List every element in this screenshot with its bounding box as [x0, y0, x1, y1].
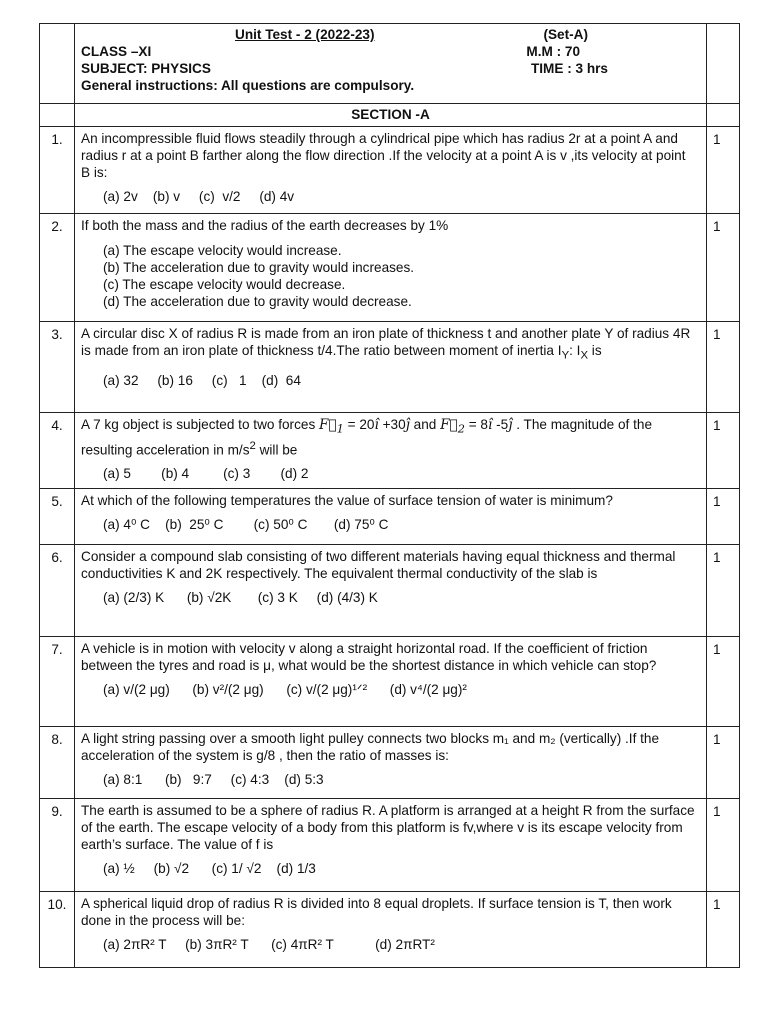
question-cell [75, 637, 707, 727]
question-options: (a) ½ (b) √2 (c) 1/ √2 (d) 1/3 [103, 861, 316, 877]
question-row [40, 322, 740, 413]
question-options: (a) 8:1 (b) 9:7 (c) 4:3 (d) 5:3 [103, 772, 324, 788]
question-marks: 1 [707, 545, 740, 637]
question-row [40, 489, 740, 545]
question-row [40, 637, 740, 727]
question-row [40, 799, 740, 892]
question-cell [75, 545, 707, 637]
subject-label: SUBJECT: PHYSICS [81, 61, 211, 76]
section-row [40, 104, 740, 127]
question-text: Consider a compound slab consisting of two different materials having equal thickness and thermal conductivities K and 2K respectively. The equivalent thermal conductivity of the slab is [81, 549, 676, 582]
header-row [40, 24, 740, 104]
question-cell [75, 799, 707, 892]
question-text: A spherical liquid drop of radius R is divided into 8 equal droplets. If surface tension is T, then work done in the process will be: [81, 896, 672, 929]
question-options: (a) 2v (b) v (c) v/2 (d) 4v [103, 189, 295, 204]
question-cell [75, 413, 707, 489]
section-title: SECTION -A [75, 104, 707, 127]
option-b: (b) The acceleration due to gravity would increases. [103, 260, 415, 275]
option-c: (c) The escape velocity would decrease. [103, 277, 346, 292]
question-row [40, 214, 740, 322]
question-row [40, 545, 740, 637]
question-marks: 1 [707, 127, 740, 214]
question-number: 10. [40, 892, 75, 968]
question-text: A 7 kg object is subjected to two forces $F⃗_1$ = 20î +30ĵ and $F⃗_2$ = 8î -5ĵ . The magnitude of the resulting acceleration in $m/s^2$ will be [81, 417, 653, 458]
question-row [40, 892, 740, 968]
question-marks: 1 [707, 637, 740, 727]
question-marks: 1 [707, 214, 740, 322]
question-text: The earth is assumed to be a sphere of radius R. A platform is arranged at a height R from the surface of the earth. The escape velocity of a body from this platform is fv,where v is its escape velocity from earth’s surface. The value of f is [81, 803, 695, 853]
question-number: 7. [40, 637, 75, 727]
question-number: 8. [40, 727, 75, 799]
question-number: 5. [40, 489, 75, 545]
question-options: (a) 4⁰ C (b) 25⁰ C (c) 50⁰ C (d) 75⁰ C [103, 517, 389, 533]
question-row [40, 127, 740, 214]
question-text: A vehicle is in motion with velocity v along a straight horizontal road. If the coefficient of friction between the tyres and road is μ, what would be the shortest distance in which vehicle can stop? [81, 641, 657, 674]
question-marks: 1 [707, 413, 740, 489]
option-a: (a) The escape velocity would increase. [103, 243, 342, 258]
question-options: (a) 5 (b) 4 (c) 3 (d) 2 [103, 466, 309, 482]
question-marks: 1 [707, 799, 740, 892]
class-label: CLASS –XI [81, 44, 152, 59]
question-number: 6. [40, 545, 75, 637]
question-cell [75, 127, 707, 214]
question-marks: 1 [707, 322, 740, 413]
time-label: TIME : 3 hrs [530, 61, 608, 76]
question-marks: 1 [707, 727, 740, 799]
paper-title: Unit Test - 2 (2022-23) [235, 27, 375, 42]
question-text: At which of the following temperatures the value of surface tension of water is minimum? [81, 493, 613, 509]
header-cell [75, 24, 707, 104]
question-text: An incompressible fluid flows steadily through a cylindrical pipe which has radius 2r at a point A and radius r at a point B farther along the flow direction .If the velocity at a point A is v ,its velocity at point B is: [81, 131, 686, 180]
question-number: 1. [40, 127, 75, 214]
question-paper-table [39, 23, 740, 968]
header-marks-cell [707, 24, 740, 104]
question-row [40, 413, 740, 489]
question-options-list [81, 242, 698, 310]
question-options: (a) 32 (b) 16 (c) 1 (d) 64 [103, 372, 301, 388]
instructions: General instructions: All questions are compulsory. [81, 78, 415, 93]
max-marks: M.M : 70 [526, 44, 580, 59]
question-cell [75, 322, 707, 413]
question-cell [75, 892, 707, 968]
question-options: (a) 2πR² T (b) 3πR² T (c) 4πR² T (d) 2πRT² [103, 937, 435, 953]
question-row [40, 727, 740, 799]
question-number: 4. [40, 413, 75, 489]
question-number: 2. [40, 214, 75, 322]
question-marks: 1 [707, 489, 740, 545]
question-text: If both the mass and the radius of the earth decreases by 1% [81, 218, 449, 233]
paper-set: (Set-A) [543, 27, 588, 42]
header-num-cell [40, 24, 75, 104]
question-number: 3. [40, 322, 75, 413]
question-cell [75, 214, 707, 322]
question-cell [75, 727, 707, 799]
question-number: 9. [40, 799, 75, 892]
question-text: A circular disc X of radius R is made from an iron plate of thickness t and another plate Y of radius 4R is made from an iron plate of thickness t/4.The ratio between moment of inertia $I_Y$: $I_X$ is [81, 326, 691, 362]
question-cell [75, 489, 707, 545]
option-d: (d) The acceleration due to gravity would decrease. [103, 294, 412, 309]
question-options: (a) v/(2 μg) (b) v²/(2 μg) (c) v/(2 μg)¹ᐟ² (d) v⁴/(2 μg)² [103, 682, 467, 698]
question-options: (a) (2/3) K (b) √2K (c) 3 K (d) (4/3) K [103, 590, 378, 606]
question-marks: 1 [707, 892, 740, 968]
question-text: A light string passing over a smooth light pulley connects two blocks m₁ and m₂ (vertically) .If the acceleration of the system is g/8 , then the ratio of masses is: [81, 731, 660, 764]
